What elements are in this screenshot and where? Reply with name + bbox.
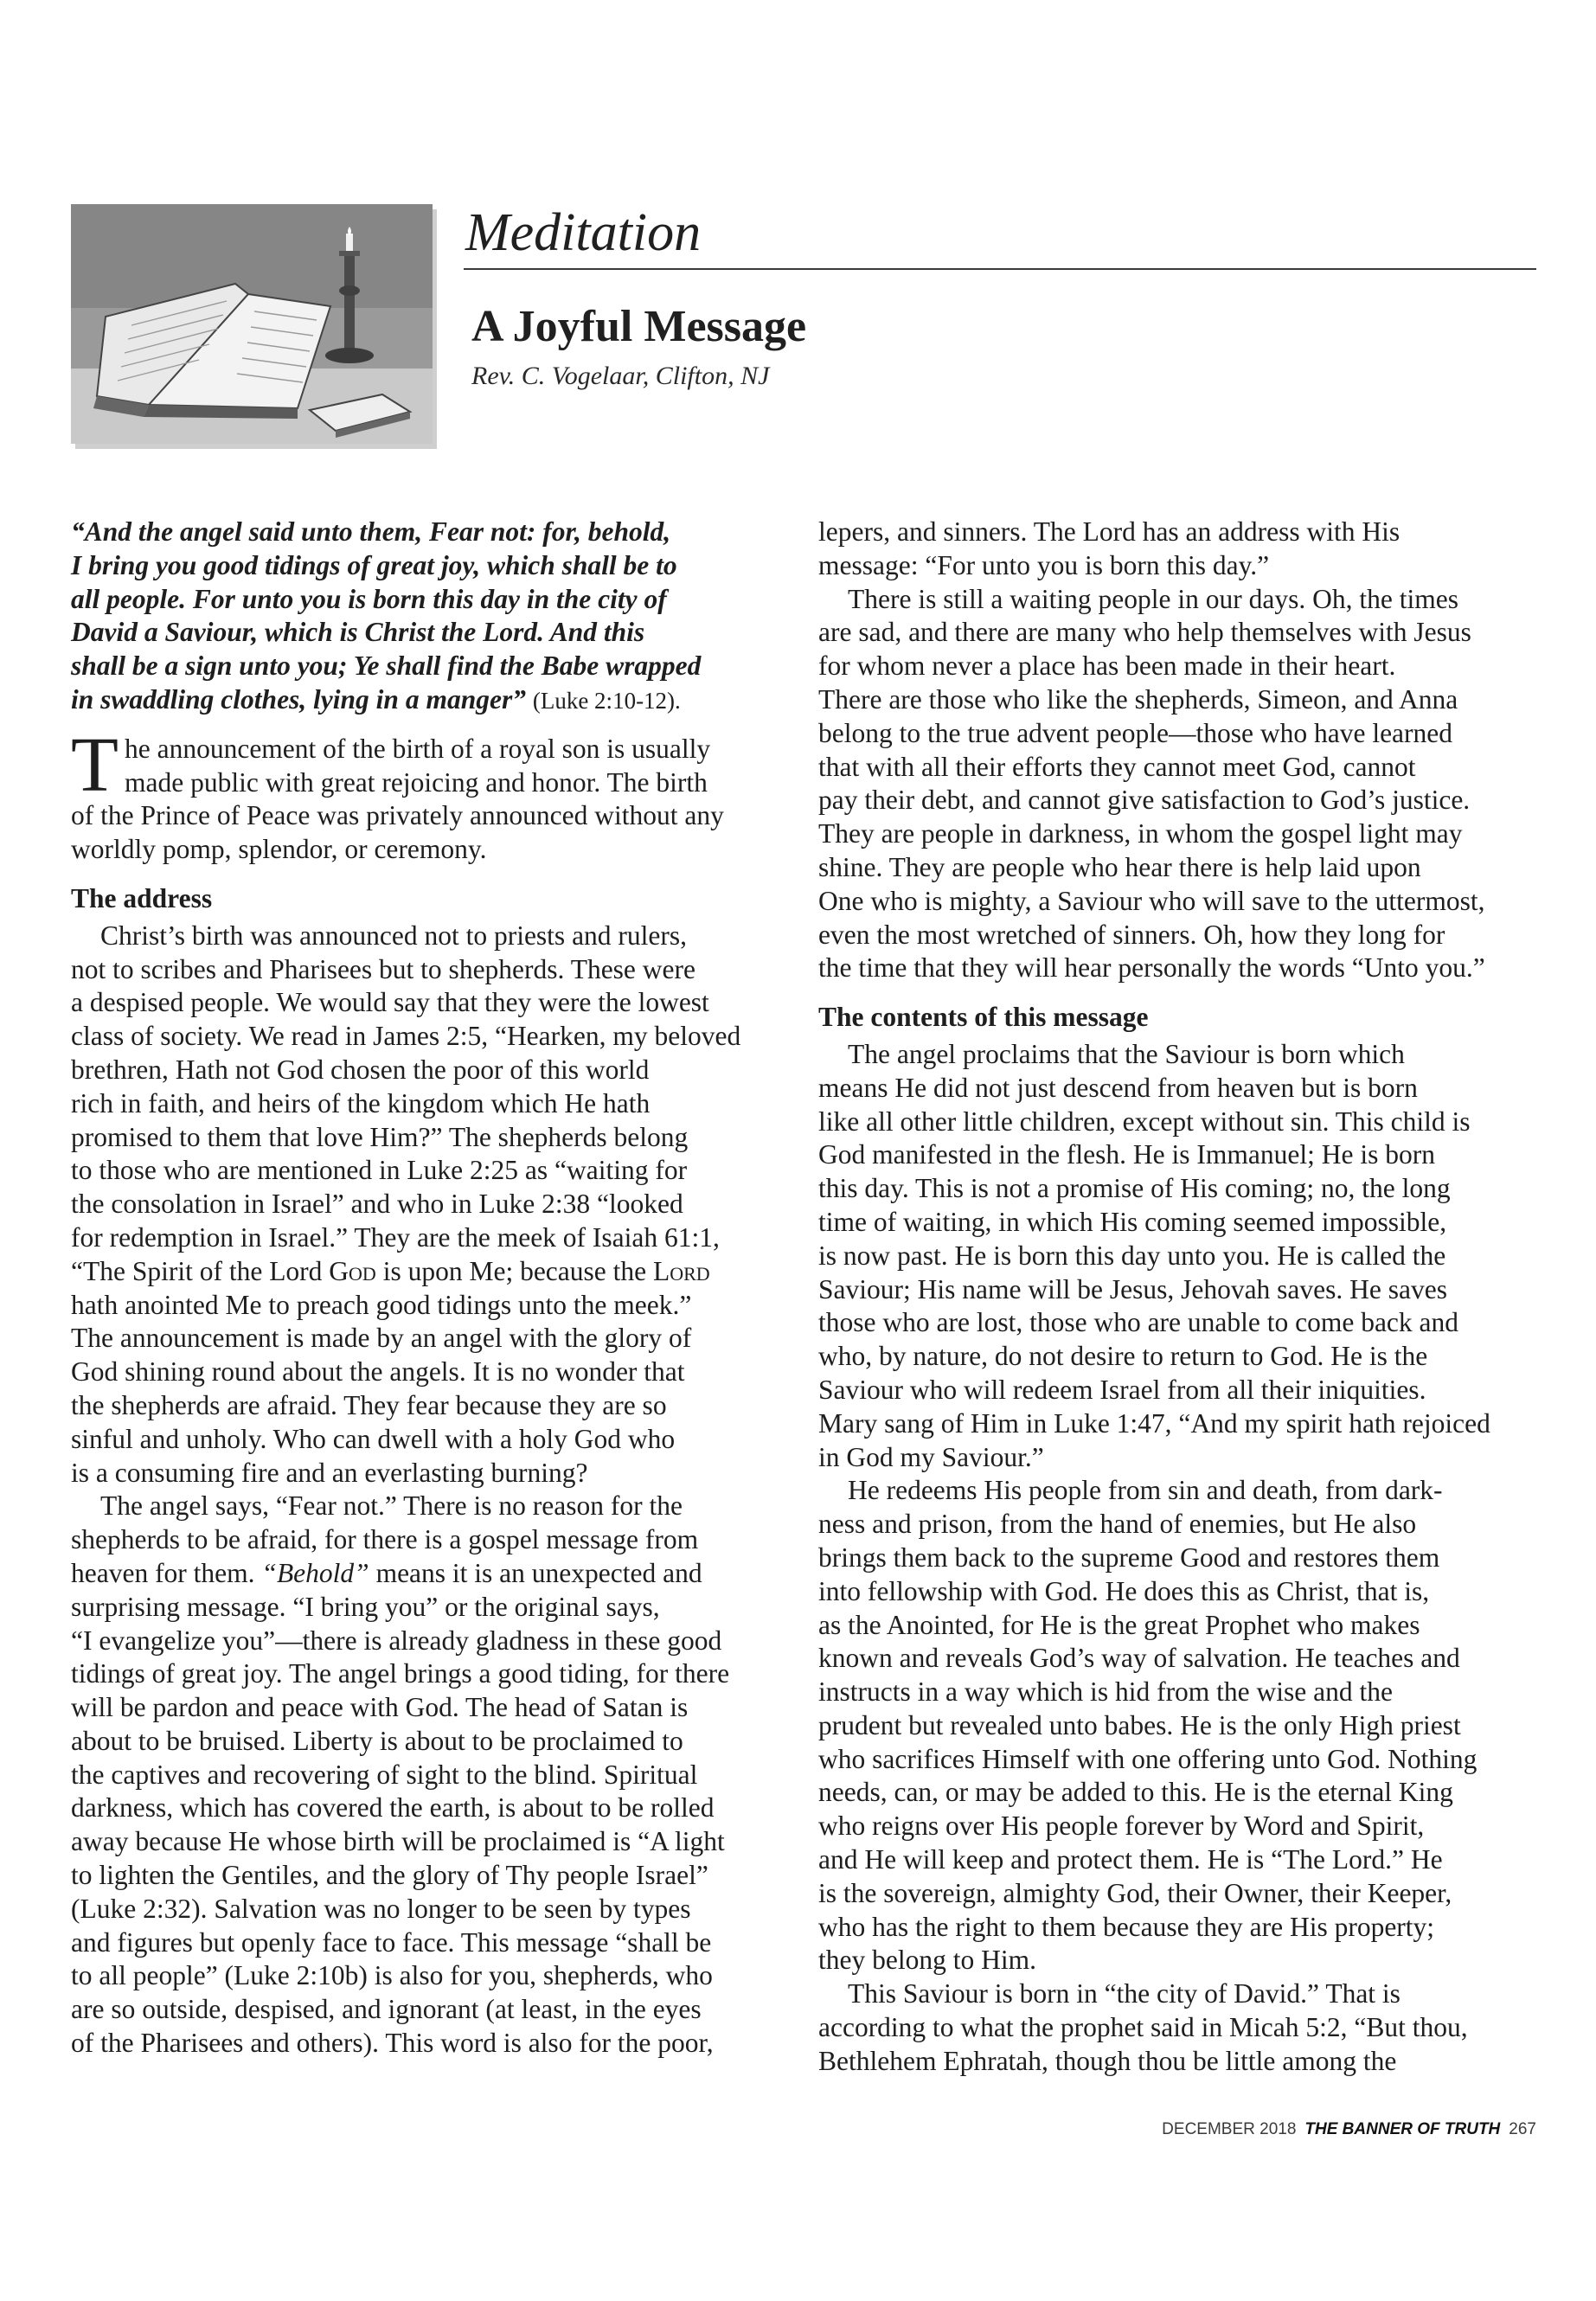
paragraph-line: for redemption in Israel.” They are the meek of Isaiah 61:1, bbox=[71, 1221, 720, 1253]
paragraph-line: known and reveals God’s way of salvation. He teaches and bbox=[818, 1643, 1460, 1674]
paragraph-line: not to scribes and Pharisees but to shepherds. These were bbox=[71, 953, 695, 984]
paragraph-line: who reigns over His people forever by Word and Spirit, bbox=[818, 1811, 1425, 1842]
paragraph-line: pay their debt, and cannot give satisfaction to God’s justice. bbox=[818, 785, 1471, 816]
paragraph-line: for whom never a place has been made in their heart. bbox=[818, 651, 1396, 682]
paragraph-line: (Luke 2:32). Salvation was no longer to be seen by types bbox=[71, 1893, 691, 1924]
continued-paragraph bbox=[818, 516, 1536, 583]
contents-paragraph bbox=[818, 1038, 1536, 1474]
paragraph-line bbox=[71, 1255, 782, 1289]
issue-date: DECEMBER 2018 bbox=[1162, 2120, 1297, 2138]
address-paragraph-2 bbox=[71, 1490, 782, 2061]
article-title: A Joyful Message bbox=[471, 302, 807, 351]
paragraph-line: like all other little children, except without sin. This child is bbox=[818, 1106, 1471, 1137]
paragraph-line bbox=[71, 1557, 782, 1591]
paragraph-line: message: “For unto you is born this day.” bbox=[818, 549, 1270, 580]
section-title: Meditation bbox=[465, 203, 702, 262]
paragraph-line: shepherds to be afraid, for there is a gospel message from bbox=[71, 1524, 699, 1555]
paragraph-line: There is still a waiting people in our days. Oh, the times bbox=[848, 583, 1458, 614]
paragraph-line: is now past. He is born this day unto you. He is called the bbox=[818, 1240, 1446, 1271]
paragraph-line: to lighten the Gentiles, and the glory of Thy people Israel” bbox=[71, 1860, 708, 1891]
paragraph-line: belong to the true advent people—those who have learned bbox=[818, 717, 1453, 748]
paragraph-line: surprising message. “I bring you” or the original says, bbox=[71, 1591, 660, 1622]
redeems-paragraph bbox=[818, 1474, 1536, 1977]
bible-candle-drawing bbox=[71, 204, 433, 444]
paragraph-line: time of waiting, in which His coming seemed impossible, bbox=[818, 1206, 1447, 1237]
paragraph-line: ness and prison, from the hand of enemies, but He also bbox=[818, 1509, 1417, 1540]
paragraph-line: that with all their efforts they cannot meet God, cannot bbox=[818, 751, 1416, 782]
paragraph-line: are so outside, despised, and ignorant (at least, in the eyes bbox=[71, 1994, 702, 2025]
text-run: is upon Me; because the bbox=[375, 1255, 653, 1286]
epigraph-line: I bring you good tidings of great joy, which shall be to bbox=[71, 549, 677, 580]
author-byline: Rev. C. Vogelaar, Clifton, NJ bbox=[471, 362, 770, 390]
paragraph-line: hath anointed Me to preach good tidings unto the meek.” bbox=[71, 1289, 692, 1320]
paragraph-line: a despised people. We would say that they were the lowest bbox=[71, 987, 709, 1018]
paragraph-line: away because He whose birth will be proclaimed is “A light bbox=[71, 1826, 725, 1857]
paragraph-line: the time that they will hear personally the words “Unto you.” bbox=[818, 952, 1485, 984]
paragraph-line: brethren, Hath not God chosen the poor of this world bbox=[71, 1054, 650, 1085]
paragraph-line: is a consuming fire and an everlasting burning? bbox=[71, 1457, 588, 1488]
paragraph-line: are sad, and there are many who help themselves with Jesus bbox=[818, 617, 1471, 648]
epigraph-last-text: in swaddling clothes, lying in a manger” bbox=[71, 683, 526, 715]
paragraph-line: Saviour; His name will be Jesus, Jehovah saves. He saves bbox=[818, 1273, 1447, 1304]
small-caps-lord: Lord bbox=[653, 1255, 710, 1286]
paragraph-line: they belong to Him. bbox=[818, 1945, 1036, 1976]
paragraph-line: Saviour who will redeem Israel from all their iniquities. bbox=[818, 1374, 1426, 1405]
paragraph-line: means He did not just descend from heaven but is born bbox=[818, 1072, 1418, 1103]
paragraph-line: who has the right to them because they are His property; bbox=[818, 1911, 1435, 1942]
paragraph-line: will be pardon and peace with God. The head of Satan is bbox=[71, 1692, 689, 1723]
intro-paragraph bbox=[71, 721, 782, 867]
david-paragraph bbox=[818, 1977, 1536, 2078]
paragraph-line: This Saviour is born in “the city of David.” That is bbox=[848, 1978, 1401, 2009]
text-run: means it is an unexpected and bbox=[369, 1557, 702, 1588]
paragraph-line: One who is mighty, a Saviour who will save to the uttermost, bbox=[818, 885, 1485, 916]
paragraph-line: as the Anointed, for He is the great Prophet who makes bbox=[818, 1609, 1420, 1640]
paragraph-line: class of society. We read in James 2:5, “Hearken, my beloved bbox=[71, 1021, 741, 1052]
paragraph-line: about to be bruised. Liberty is about to be proclaimed to bbox=[71, 1725, 683, 1756]
drop-cap: T bbox=[71, 721, 119, 808]
paragraph-line: He redeems His people from sin and death, from dark- bbox=[848, 1475, 1443, 1506]
paragraph-line: The announcement is made by an angel with the glory of bbox=[71, 1323, 692, 1354]
section-heading-contents: The contents of this message bbox=[818, 1002, 1149, 1033]
scripture-reference: (Luke 2:10-12). bbox=[532, 687, 681, 714]
page-number: 267 bbox=[1509, 2120, 1536, 2138]
paragraph-line: this day. This is not a promise of His coming; no, the long bbox=[818, 1173, 1451, 1204]
paragraph-line: the shepherds are afraid. They fear because they are so bbox=[71, 1389, 667, 1420]
paragraph-line: to all people” (Luke 2:10b) is also for you, shepherds, who bbox=[71, 1960, 713, 1991]
paragraph-line: according to what the prophet said in Micah 5:2, “But thou, bbox=[818, 2012, 1468, 2043]
epigraph-line: all people. For unto you is born this day in the city of bbox=[71, 583, 667, 614]
paragraph-line: The angel proclaims that the Saviour is born which bbox=[848, 1038, 1405, 1069]
left-column bbox=[71, 516, 782, 2061]
paragraph-line: the consolation in Israel” and who in Luke 2:38 “looked bbox=[71, 1189, 683, 1220]
scripture-epigraph bbox=[71, 516, 782, 717]
paragraph-line: of the Prince of Peace was privately announced without any bbox=[71, 800, 724, 831]
paragraph-line: those who are lost, those who are unable to come back and bbox=[818, 1307, 1459, 1338]
paragraph-line: prudent but revealed unto babes. He is the only High priest bbox=[818, 1709, 1461, 1740]
paragraph-line: even the most wretched of sinners. Oh, how they long for bbox=[818, 919, 1445, 950]
paragraph-line: of the Pharisees and others). This word is also for the poor, bbox=[71, 2028, 714, 2059]
paragraph-line: Mary sang of Him in Luke 1:47, “And my spirit hath rejoiced bbox=[818, 1407, 1490, 1439]
publication-name: THE BANNER OF TRUTH bbox=[1304, 2120, 1501, 2138]
waiting-paragraph bbox=[818, 583, 1536, 986]
section-heading-address: The address bbox=[71, 882, 213, 913]
address-paragraph-1 bbox=[71, 920, 782, 1490]
paragraph-line: tidings of great joy. The angel brings a good tiding, for there bbox=[71, 1658, 730, 1689]
paragraph-line: God shining round about the angels. It is no wonder that bbox=[71, 1356, 685, 1388]
epigraph-line: David a Saviour, which is Christ the Lord. And this bbox=[71, 617, 645, 648]
paragraph-line: brings them back to the supreme Good and restores them bbox=[818, 1541, 1440, 1573]
small-caps-god: God bbox=[329, 1255, 376, 1286]
paragraph-line: is the sovereign, almighty God, their Owner, their Keeper, bbox=[818, 1877, 1452, 1908]
text-run: “The Spirit of the Lord bbox=[71, 1255, 330, 1286]
paragraph-line: in God my Saviour.” bbox=[818, 1441, 1044, 1472]
paragraph-line: Christ’s birth was announced not to priests and rulers, bbox=[100, 920, 688, 951]
paragraph-line: to those who are mentioned in Luke 2:25 as “waiting for bbox=[71, 1155, 688, 1186]
paragraph-line: promised to them that love Him?” The shepherds belong bbox=[71, 1121, 689, 1152]
paragraph-line: Bethlehem Ephratah, though thou be little among the bbox=[818, 2045, 1397, 2076]
paragraph-line: needs, can, or may be added to this. He is the eternal King bbox=[818, 1777, 1453, 1808]
text-run: heaven for them. bbox=[71, 1557, 262, 1588]
paragraph-line: There are those who like the shepherds, Simeon, and Anna bbox=[818, 683, 1458, 715]
page-footer bbox=[1162, 2120, 1536, 2139]
paragraph-line: and figures but openly face to face. This message “shall be bbox=[71, 1926, 712, 1958]
epigraph-line bbox=[71, 683, 782, 717]
paragraph-line: and He will keep and protect them. He is “The Lord.” He bbox=[818, 1844, 1443, 1875]
paragraph-line: into fellowship with God. He does this as Christ, that is, bbox=[818, 1575, 1430, 1606]
epigraph-line: shall be a sign unto you; Ye shall find the Babe wrapped bbox=[71, 651, 702, 682]
paragraph-line: who sacrifices Himself with one offering unto God. Nothing bbox=[818, 1743, 1477, 1774]
right-column bbox=[818, 516, 1536, 2079]
epigraph-line: “And the angel said unto them, Fear not: for, behold, bbox=[71, 516, 671, 547]
paragraph-line: made public with great rejoicing and honor. The birth bbox=[125, 766, 708, 798]
open-bible-illustration bbox=[71, 204, 433, 444]
paragraph-line: God manifested in the flesh. He is Immanuel; He is born bbox=[818, 1139, 1435, 1170]
paragraph-line: worldly pomp, splendor, or ceremony. bbox=[71, 834, 487, 865]
paragraph-line: sinful and unholy. Who can dwell with a holy God who bbox=[71, 1423, 676, 1454]
italic-behold: “Behold” bbox=[261, 1557, 369, 1588]
paragraph-line: The angel says, “Fear not.” There is no reason for the bbox=[100, 1490, 683, 1522]
paragraph-line: the captives and recovering of sight to the blind. Spiritual bbox=[71, 1759, 698, 1790]
paragraph-line: shine. They are people who hear there is help laid upon bbox=[818, 851, 1421, 882]
paragraph-line: “I evangelize you”—there is already gladness in these good bbox=[71, 1625, 722, 1656]
paragraph-line: They are people in darkness, in whom the gospel light may bbox=[818, 818, 1463, 849]
paragraph-line: rich in faith, and heirs of the kingdom which He hath bbox=[71, 1087, 651, 1118]
paragraph-line: he announcement of the birth of a royal son is usually bbox=[125, 733, 711, 764]
paragraph-line: lepers, and sinners. The Lord has an address with His bbox=[818, 516, 1401, 547]
paragraph-line: who, by nature, do not desire to return to God. He is the bbox=[818, 1341, 1428, 1372]
title-divider bbox=[464, 268, 1536, 270]
paragraph-line: darkness, which has covered the earth, is about to be rolled bbox=[71, 1792, 715, 1823]
paragraph-line: instructs in a way which is hid from the wise and the bbox=[818, 1676, 1393, 1708]
